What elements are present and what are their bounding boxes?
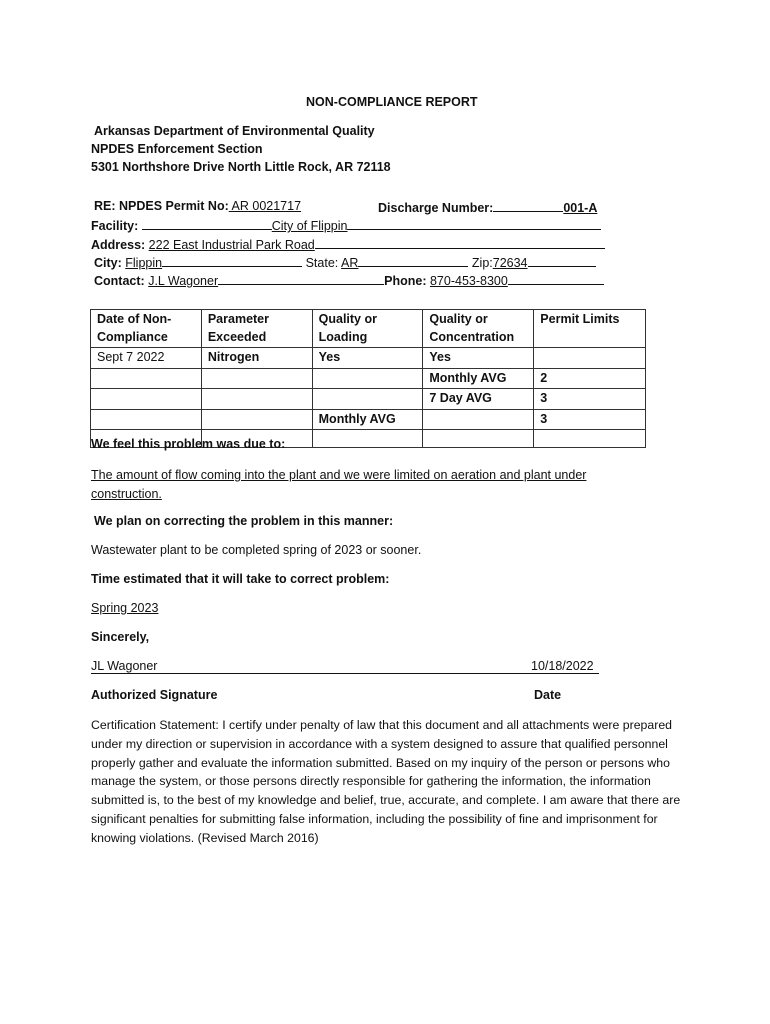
facility-value: City of Flippin: [271, 219, 348, 233]
address-fill-line: [315, 236, 605, 249]
contact-fill-line: [218, 272, 384, 285]
phone-fill-line: [508, 272, 604, 285]
table-cell: 3: [534, 409, 646, 430]
facility-label: Facility:: [91, 219, 139, 233]
discharge-fill-line: [493, 199, 563, 212]
certification-statement: Certification Statement: I certify under penalty of law that this document and all attachments were prepared under my direction or supervision in accordance with a system designed to assure that qualified personnel properly gather and evaluate the information submitted. Based on my inquiry of the person or persons who manage the system, or those persons directly responsible for gathering the information, the information submitted is, to the best of my knowledge and belief, true, accurate, and complete. I am aware that there are significant penalties for submitting false information, including the possibility of fine and imprisonment for knowing violations. (Revised March 2016): [91, 718, 681, 845]
contact-label: Contact:: [94, 274, 145, 288]
header-concentration: Quality or Concentration: [423, 310, 534, 348]
signature-name: JL Wagoner: [91, 659, 158, 673]
table-row: [91, 368, 646, 389]
table-row: [91, 348, 646, 369]
agency-section: NPDES Enforcement Section: [91, 142, 263, 156]
table-cell: 3: [534, 389, 646, 410]
agency-name: Arkansas Department of Environmental Quality: [94, 124, 375, 138]
table-cell: Nitrogen: [201, 348, 312, 369]
state-label: State:: [305, 256, 339, 270]
table-header-row: [91, 310, 646, 348]
table-cell: Monthly AVG: [312, 409, 423, 430]
table-cell: [201, 409, 312, 430]
city-label: City:: [94, 256, 122, 270]
city-line: [94, 254, 596, 270]
state-fill-line: [358, 254, 468, 267]
contact-value: J.L Wagoner: [148, 274, 219, 288]
city-value: Flippin: [125, 256, 163, 270]
table-cell: [423, 430, 534, 448]
table-cell: Yes: [312, 348, 423, 369]
state-value: AR: [341, 256, 359, 270]
signature-line: [91, 659, 599, 674]
date-label: Date: [534, 688, 562, 702]
address-label: Address:: [91, 238, 146, 252]
permit-label: RE: NPDES Permit No:: [94, 199, 229, 213]
zip-label: Zip:: [471, 256, 493, 270]
zip-fill-line: [528, 254, 596, 267]
table-row: [91, 389, 646, 410]
table-cell: [201, 368, 312, 389]
table-cell: 2: [534, 368, 646, 389]
cause-label: We feel this problem was due to:: [91, 437, 286, 451]
header-date: Date of Non-Compliance: [91, 310, 202, 348]
cause-text: The amount of flow coming into the plant and we were limited on aeration and plant under construction.: [91, 468, 587, 501]
permit-number: AR 0021717: [228, 199, 302, 213]
header-permit-limits: Permit Limits: [534, 310, 646, 348]
address-value: 222 East Industrial Park Road: [148, 238, 315, 252]
header-parameter: Parameter Exceeded: [201, 310, 312, 348]
table-cell: Yes: [423, 348, 534, 369]
table-cell: [91, 368, 202, 389]
signature-label: Authorized Signature: [91, 688, 218, 702]
table-cell: [534, 348, 646, 369]
table-cell: [312, 389, 423, 410]
table-cell: 7 Day AVG: [423, 389, 534, 410]
discharge-label: Discharge Number:: [378, 201, 494, 215]
permit-line: [94, 199, 301, 213]
plan-text: Wastewater plant to be completed spring of 2023 or sooner.: [91, 543, 422, 557]
discharge-line: [378, 199, 597, 215]
table-row: [91, 409, 646, 430]
signature-date: 10/18/2022: [531, 659, 594, 673]
time-text: Spring 2023: [91, 601, 159, 615]
plan-label: We plan on correcting the problem in this manner:: [94, 514, 394, 528]
address-line: [91, 236, 605, 252]
closing: Sincerely,: [91, 630, 150, 644]
report-title: NON-COMPLIANCE REPORT: [306, 95, 478, 109]
contact-line: [94, 272, 604, 288]
agency-address: 5301 Northshore Drive North Little Rock, AR 72118: [91, 160, 391, 174]
facility-line: [91, 217, 601, 233]
table-cell: [91, 409, 202, 430]
non-compliance-table: [90, 309, 646, 448]
table-cell: Monthly AVG: [423, 368, 534, 389]
facility-fill-line: [142, 217, 272, 230]
table-cell: [201, 389, 312, 410]
table-cell: [91, 389, 202, 410]
table-cell: [423, 409, 534, 430]
zip-value: 72634: [492, 256, 528, 270]
header-loading: Quality or Loading: [312, 310, 423, 348]
facility-fill-line-2: [347, 217, 601, 230]
time-label: Time estimated that it will take to correct problem:: [91, 572, 390, 586]
city-fill-line: [162, 254, 302, 267]
phone-label: Phone:: [384, 274, 427, 288]
phone-value: 870-453-8300: [429, 274, 508, 288]
table-cell: Sept 7 2022: [91, 348, 202, 369]
discharge-number: 001-A: [563, 201, 598, 215]
table-cell: [312, 430, 423, 448]
table-cell: [312, 368, 423, 389]
table-cell: [534, 430, 646, 448]
